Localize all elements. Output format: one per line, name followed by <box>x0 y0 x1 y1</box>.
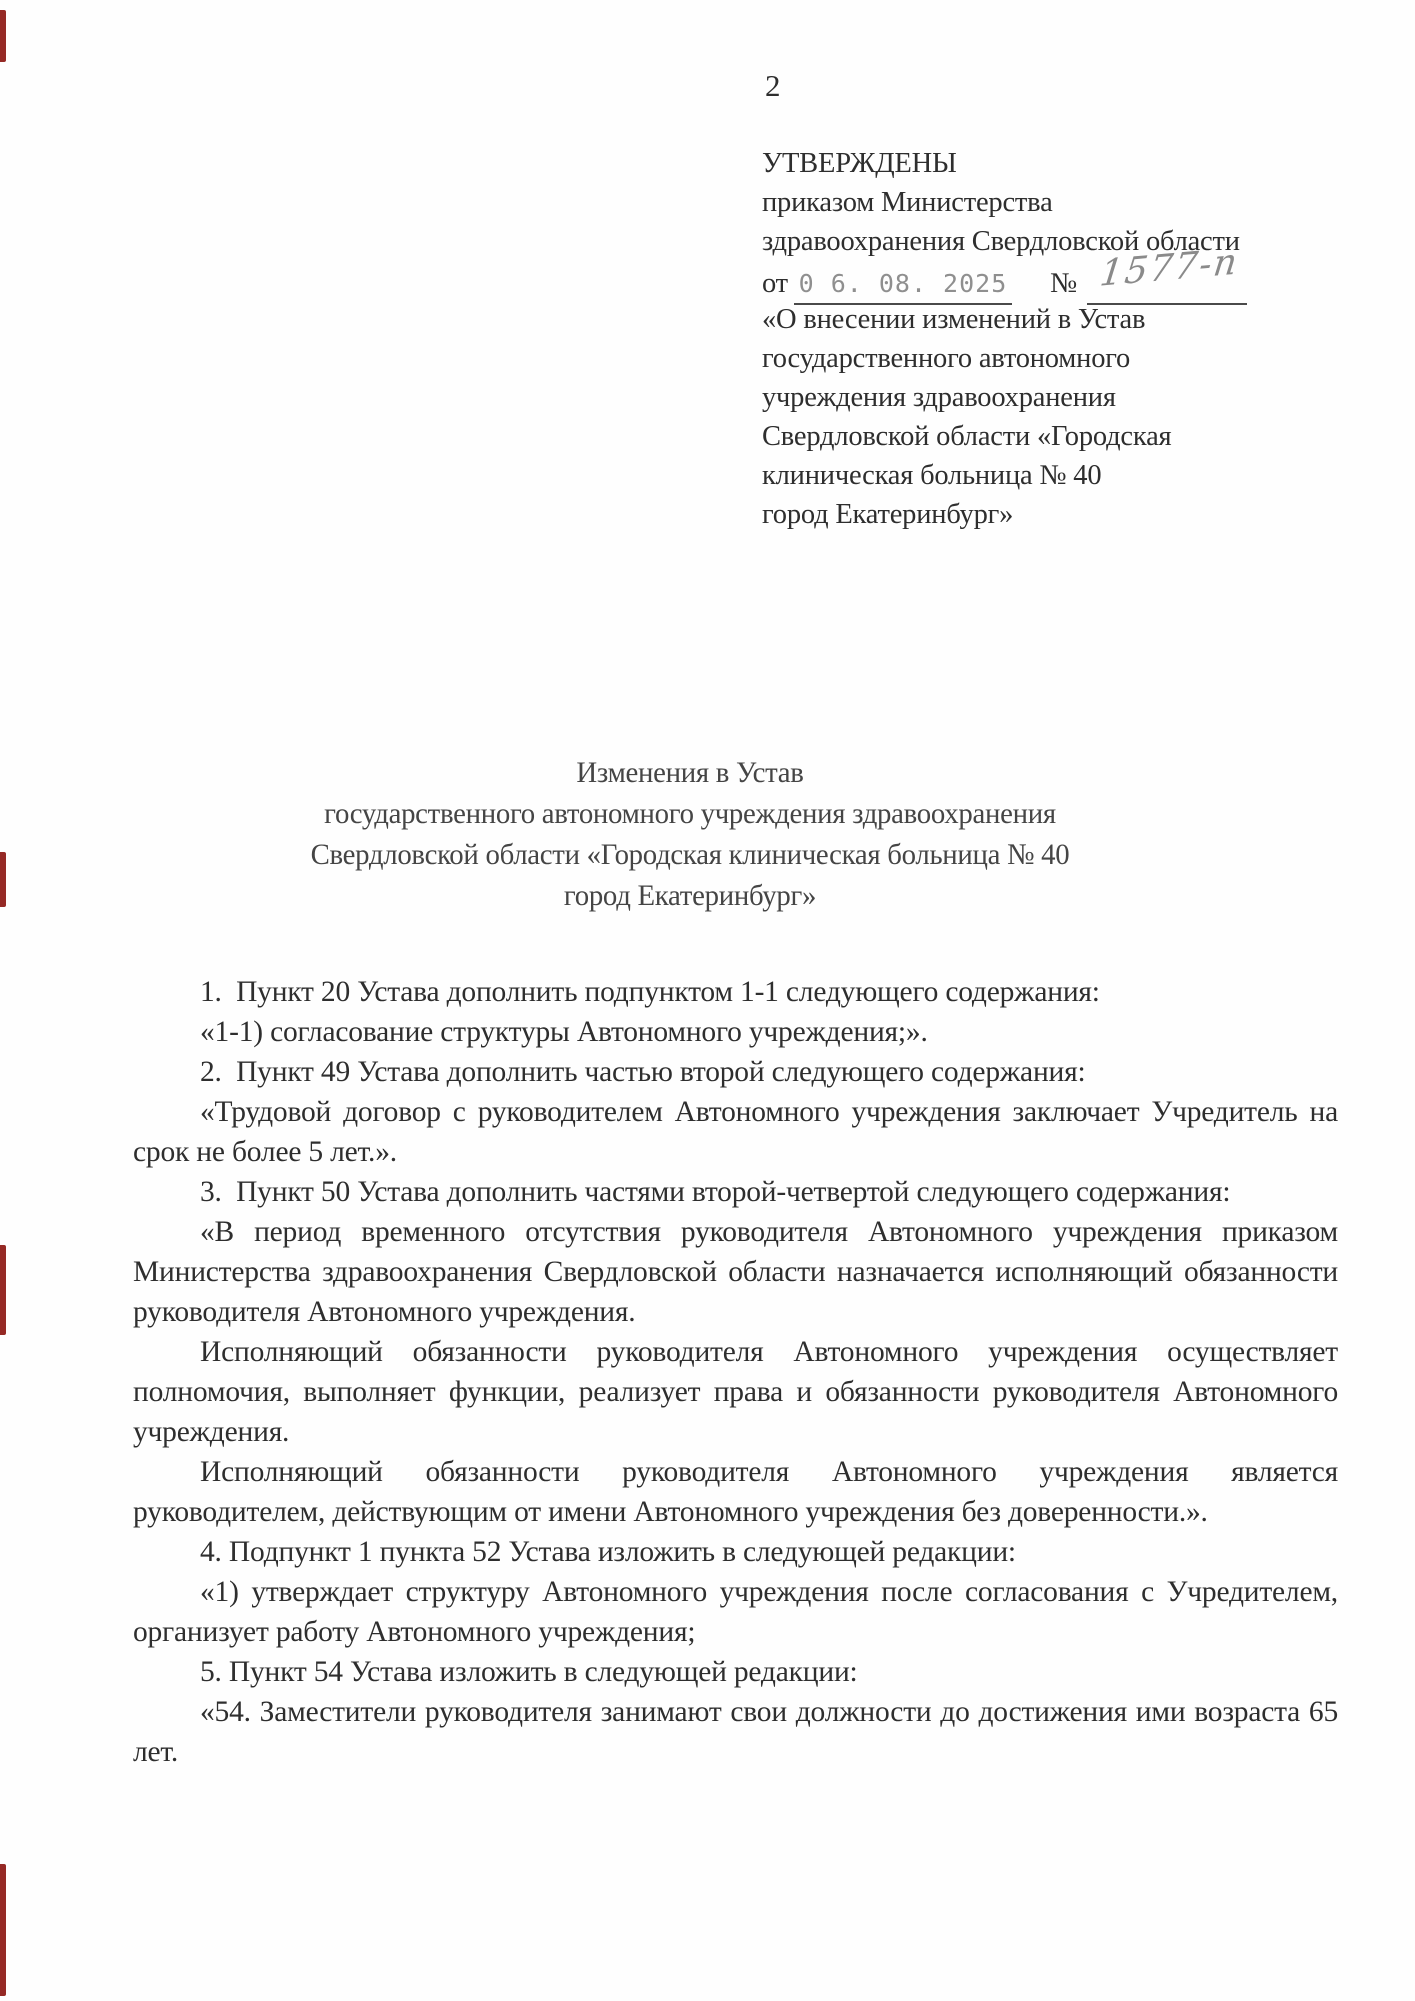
scan-red-edge-mark <box>0 1245 6 1335</box>
body-paragraph: 4. Подпункт 1 пункта 52 Устава изложить в следующей редакции: <box>200 1536 1016 1568</box>
number-sign: № <box>1049 268 1077 299</box>
document-title-line: город Екатеринбург» <box>563 879 817 912</box>
body-paragraph: «54. Заместители руководителя занимают свои должности до достижения ими возраста 65 лет. <box>133 1696 1338 1768</box>
document-title-line: Свердловской области «Городская клиническая больница № 40 <box>310 838 1070 871</box>
number-underline <box>1087 241 1247 305</box>
approval-subject-line: клиническая больница № 40 <box>762 460 1102 491</box>
document-title-line: государственного автономного учреждения здравоохранения <box>324 797 1056 830</box>
approval-subject-line: государственного автономного <box>762 343 1131 374</box>
approval-subject-line: Свердловской области «Городская <box>762 421 1172 452</box>
approval-subject-line: учреждения здравоохранения <box>762 382 1116 413</box>
document-body <box>133 972 1338 1772</box>
document-title-line: Изменения в Устав <box>576 756 804 789</box>
document-title <box>85 752 1295 916</box>
handwritten-order-number: 1577-п <box>1098 241 1242 295</box>
approval-subject-line: город Екатеринбург» <box>762 499 1014 530</box>
approval-subject <box>762 300 1347 534</box>
body-paragraph: «1) утверждает структуру Автономного учреждения после согласования с Учредителем, организует работу Автономного учреждения; <box>133 1576 1338 1648</box>
approval-order-line: здравоохранения Свердловской области <box>762 226 1240 257</box>
approval-block <box>762 144 1347 534</box>
date-underline <box>794 264 1012 305</box>
scan-red-edge-mark <box>0 852 6 907</box>
page-number: 2 <box>765 68 781 103</box>
date-prefix: от <box>762 268 788 299</box>
body-paragraph: 2. Пункт 49 Устава дополнить частью второй следующего содержания: <box>200 1056 1086 1088</box>
body-paragraph: «1-1) согласование структуры Автономного учреждения;». <box>200 1016 928 1048</box>
approval-order-line: приказом Министерства <box>762 187 1053 218</box>
approved-label: УТВЕРЖДЕНЫ <box>762 148 957 179</box>
body-paragraph: 5. Пункт 54 Устава изложить в следующей редакции: <box>200 1656 858 1688</box>
body-paragraph: 3. Пункт 50 Устава дополнить частями второй-четвертой следующего содержания: <box>200 1176 1231 1208</box>
body-paragraph: «Трудовой договор с руководителем Автономного учреждения заключает Учредитель на срок не более 5 лет.». <box>133 1096 1338 1168</box>
scan-red-edge-mark <box>0 1864 6 1996</box>
body-paragraph: Исполняющий обязанности руководителя Автономного учреждения является руководителем, действующим от имени Автономного учреждения без доверенности.». <box>133 1456 1338 1528</box>
body-paragraph: «В период временного отсутствия руководителя Автономного учреждения приказом Министерства здравоохранения Свердловской области назначается исполняющий обязанности руководителя Автономного учреждения. <box>133 1216 1338 1328</box>
approval-subject-line: «О внесении изменений в Устав <box>762 304 1146 335</box>
scan-red-edge-mark <box>0 10 6 62</box>
body-paragraph: Исполняющий обязанности руководителя Автономного учреждения осуществляет полномочия, выполняет функции, реализует права и обязанности руководителя Автономного учреждения. <box>133 1336 1338 1448</box>
date-stamp: 0 6. 08. 2025 <box>798 269 1008 298</box>
body-paragraph: 1. Пункт 20 Устава дополнить подпунктом 1-1 следующего содержания: <box>200 976 1100 1008</box>
